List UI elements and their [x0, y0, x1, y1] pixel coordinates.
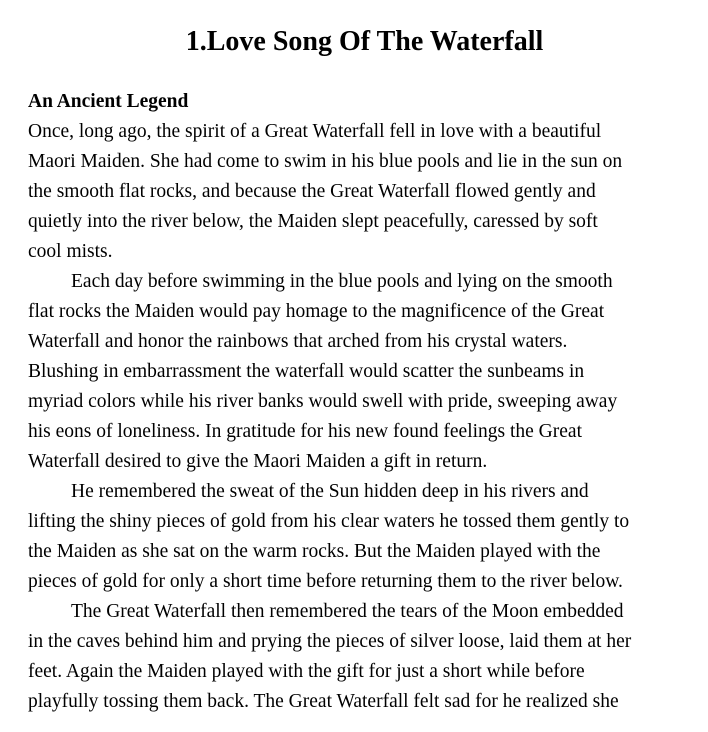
- paragraph-line: He remembered the sweat of the Sun hidden deep in his rivers and: [71, 481, 589, 502]
- paragraph-line: the smooth flat rocks, and because the Great Waterfall flowed gently and: [28, 181, 596, 202]
- paragraph-line: flat rocks the Maiden would pay homage to the magnificence of the Great: [28, 301, 605, 322]
- paragraph-line: pieces of gold for only a short time before returning them to the river below.: [28, 571, 623, 592]
- paragraph-line: Maori Maiden. She had come to swim in his blue pools and lie in the sun on: [28, 151, 623, 172]
- paragraph-line: in the caves behind him and prying the pieces of silver loose, laid them at her: [28, 631, 632, 652]
- paragraph: [28, 117, 693, 267]
- paragraph-line: The Great Waterfall then remembered the tears of the Moon embedded: [71, 601, 624, 622]
- paragraph-line: cool mists.: [28, 241, 113, 262]
- paragraph: [28, 597, 693, 717]
- paragraph-line: Once, long ago, the spirit of a Great Waterfall fell in love with a beautiful: [28, 121, 602, 142]
- body-text: [28, 117, 693, 717]
- document-title: 1.Love Song Of The Waterfall: [185, 26, 544, 57]
- paragraph-line: playfully tossing them back. The Great Waterfall felt sad for he realized she: [28, 691, 619, 712]
- paragraph-line: his eons of loneliness. In gratitude for his new found feelings the Great: [28, 421, 582, 442]
- paragraph-line: the Maiden as she sat on the warm rocks. But the Maiden played with the: [28, 541, 601, 562]
- paragraph-line: Waterfall and honor the rainbows that arched from his crystal waters.: [28, 331, 568, 352]
- paragraph-line: Blushing in embarrassment the waterfall would scatter the sunbeams in: [28, 361, 585, 382]
- paragraph-line: quietly into the river below, the Maiden slept peacefully, caressed by soft: [28, 211, 598, 232]
- paragraph-line: Waterfall desired to give the Maori Maiden a gift in return.: [28, 451, 488, 472]
- paragraph-line: myriad colors while his river banks would swell with pride, sweeping away: [28, 391, 618, 412]
- document-page: [28, 22, 693, 717]
- paragraph-line: feet. Again the Maiden played with the gift for just a short while before: [28, 661, 585, 682]
- paragraph-line: Each day before swimming in the blue pools and lying on the smooth: [71, 271, 613, 292]
- section-heading: An Ancient Legend: [28, 91, 189, 112]
- paragraph-line: lifting the shiny pieces of gold from his clear waters he tossed them gently to: [28, 511, 630, 532]
- paragraph: [28, 267, 693, 477]
- paragraph: [28, 477, 693, 597]
